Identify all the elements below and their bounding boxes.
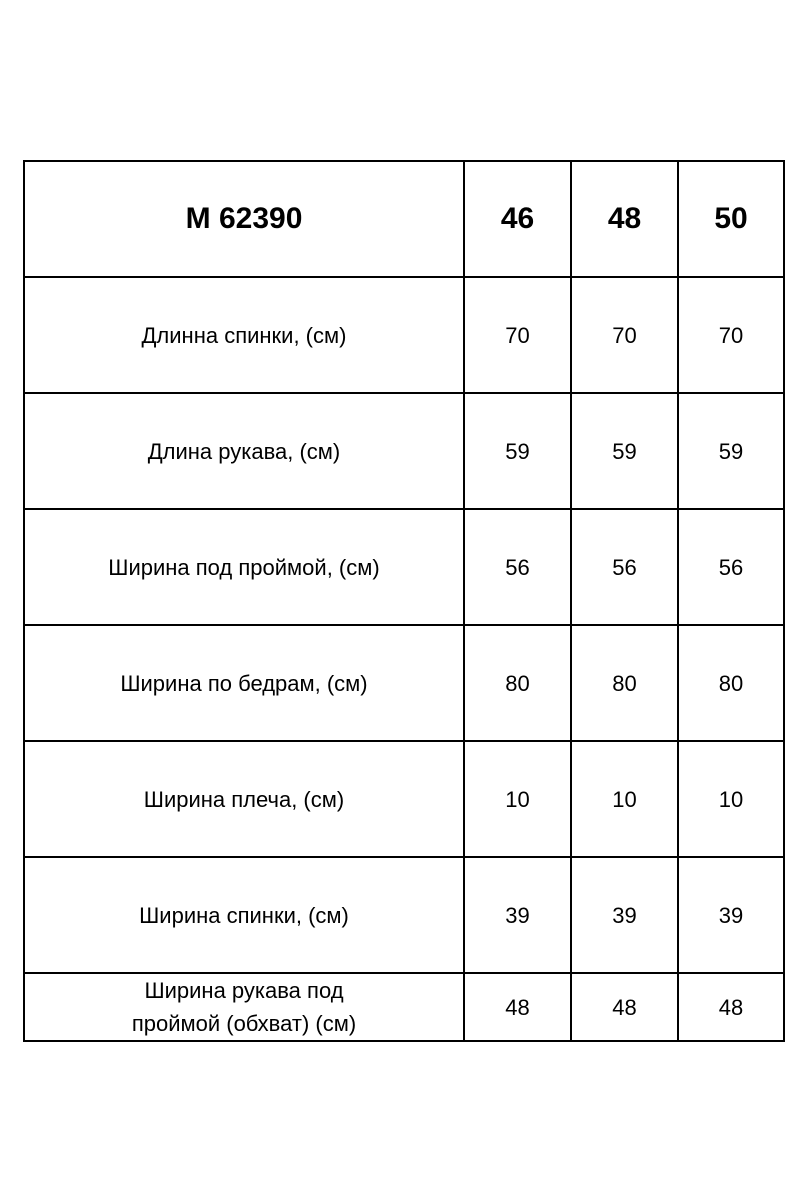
- table-row: [24, 393, 784, 509]
- row-label: Ширина под проймой, (см): [24, 509, 464, 625]
- measurement-cell: 80: [678, 625, 784, 741]
- table-row: [24, 857, 784, 973]
- measurement-cell: 59: [464, 393, 571, 509]
- measurement-cell: 56: [571, 509, 678, 625]
- measurement-cell: 80: [571, 625, 678, 741]
- size-header: 50: [678, 161, 784, 277]
- measurement-cell: 70: [678, 277, 784, 393]
- measurement-cell: 56: [678, 509, 784, 625]
- measurement-cell: 48: [678, 973, 784, 1041]
- row-label: Ширина рукава под проймой (обхват) (см): [24, 973, 464, 1041]
- row-label: Длина рукава, (см): [24, 393, 464, 509]
- measurement-cell: 70: [464, 277, 571, 393]
- model-number: М 62390: [24, 161, 464, 277]
- measurement-cell: 59: [678, 393, 784, 509]
- measurement-cell: 10: [678, 741, 784, 857]
- table-row: [24, 741, 784, 857]
- table-header-row: [24, 161, 784, 277]
- measurement-cell: 80: [464, 625, 571, 741]
- measurement-cell: 10: [464, 741, 571, 857]
- measurement-cell: 48: [464, 973, 571, 1041]
- table-row: [24, 625, 784, 741]
- row-label: Длинна спинки, (см): [24, 277, 464, 393]
- table-row: [24, 277, 784, 393]
- size-header: 48: [571, 161, 678, 277]
- row-label: Ширина плеча, (см): [24, 741, 464, 857]
- row-label: Ширина по бедрам, (см): [24, 625, 464, 741]
- measurement-cell: 39: [464, 857, 571, 973]
- table-row: [24, 973, 784, 1041]
- measurement-cell: 39: [678, 857, 784, 973]
- row-label: Ширина спинки, (см): [24, 857, 464, 973]
- measurement-cell: 56: [464, 509, 571, 625]
- size-chart-table: [23, 160, 785, 1042]
- measurement-cell: 59: [571, 393, 678, 509]
- measurement-cell: 39: [571, 857, 678, 973]
- measurement-cell: 70: [571, 277, 678, 393]
- measurement-cell: 10: [571, 741, 678, 857]
- table-row: [24, 509, 784, 625]
- measurement-cell: 48: [571, 973, 678, 1041]
- size-header: 46: [464, 161, 571, 277]
